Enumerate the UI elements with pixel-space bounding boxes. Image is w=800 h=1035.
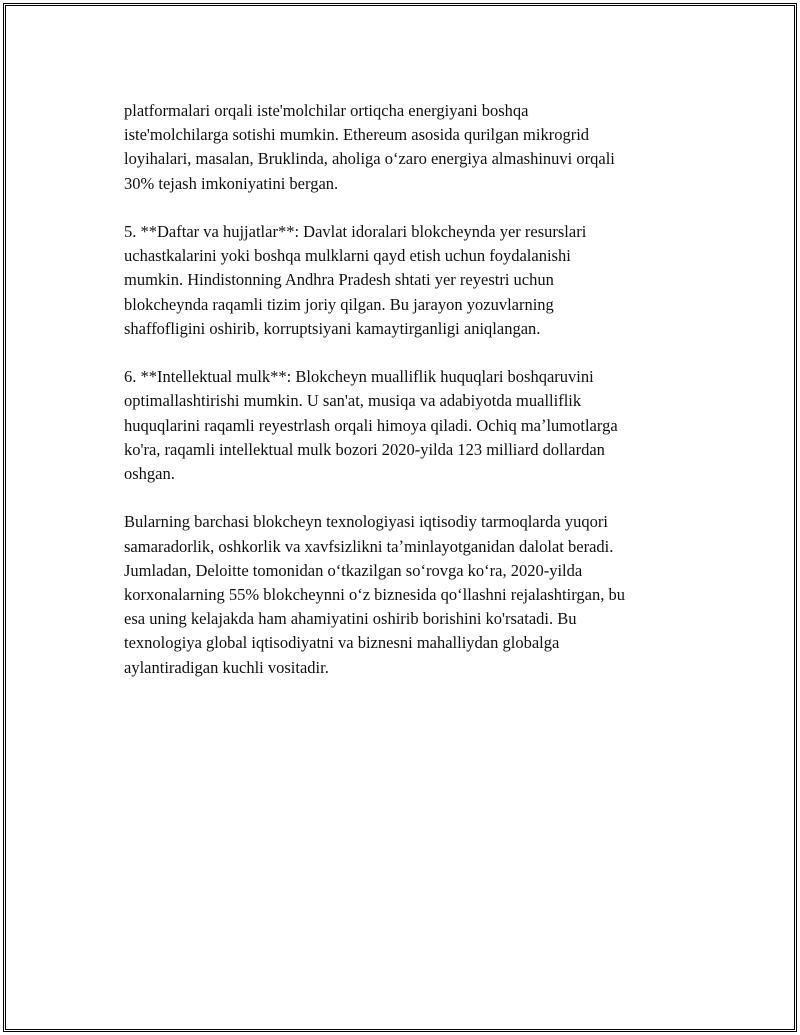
document-body bbox=[124, 99, 694, 704]
paragraph-energy-trading: platformalari orqali iste'molchilar ortiqcha energiyani boshqa iste'molchilarga sotishi mumkin. Ethereum asosida qurilgan mikrogrid loyihalari, masalan, Bruklinda, aholiga oʻzaro energiya almashinuvi orqali 30% tejash imkoniyatini bergan. bbox=[124, 101, 615, 193]
page-border bbox=[3, 3, 797, 1032]
paragraph-conclusion: Bularning barchasi blokcheyn texnologiyasi iqtisodiy tarmoqlarda yuqori samaradorlik, oshkorlik va xavfsizlikni taʼminlayotganidan dalolat beradi. Jumladan, Deloitte tomonidan oʻtkazilgan soʻrovga koʻra, 2020-yilda korxonalarning 55% blokcheynni oʻz biznesida qoʻllashni rejalashtirgan, bu esa uning kelajakda ham ahamiyatini oshirib borishini ko'rsatadi. Bu texnologiya global iqtisodiyatni va biznesni mahalliydan globalga aylantiradigan kuchli vositadir. bbox=[124, 512, 625, 677]
paragraph-intellectual-property: 6. **Intellektual mulk**: Blokcheyn mualliflik huquqlari boshqaruvini optimallashtirishi mumkin. U san'at, musiqa va adabiyotda mualliflik huquqlarini raqamli reyestrlash orqali himoya qiladi. Ochiq maʼlumotlarga ko'ra, raqamli intellektual mulk bozori 2020-yilda 123 milliard dollardan oshgan. bbox=[124, 367, 618, 484]
paragraph-registry-documents: 5. **Daftar va hujjatlar**: Davlat idoralari blokcheynda yer resurslari uchastkalarini yoki boshqa mulklarni qayd etish uchun foydalanishi mumkin. Hindistonning Andhra Pradesh shtati yer reyestri uchun blokcheynda raqamli tizim joriy qilgan. Bu jarayon yozuvlarning shaffofligini oshirib, korruptsiyani kamaytirganligi aniqlangan. bbox=[124, 222, 587, 338]
